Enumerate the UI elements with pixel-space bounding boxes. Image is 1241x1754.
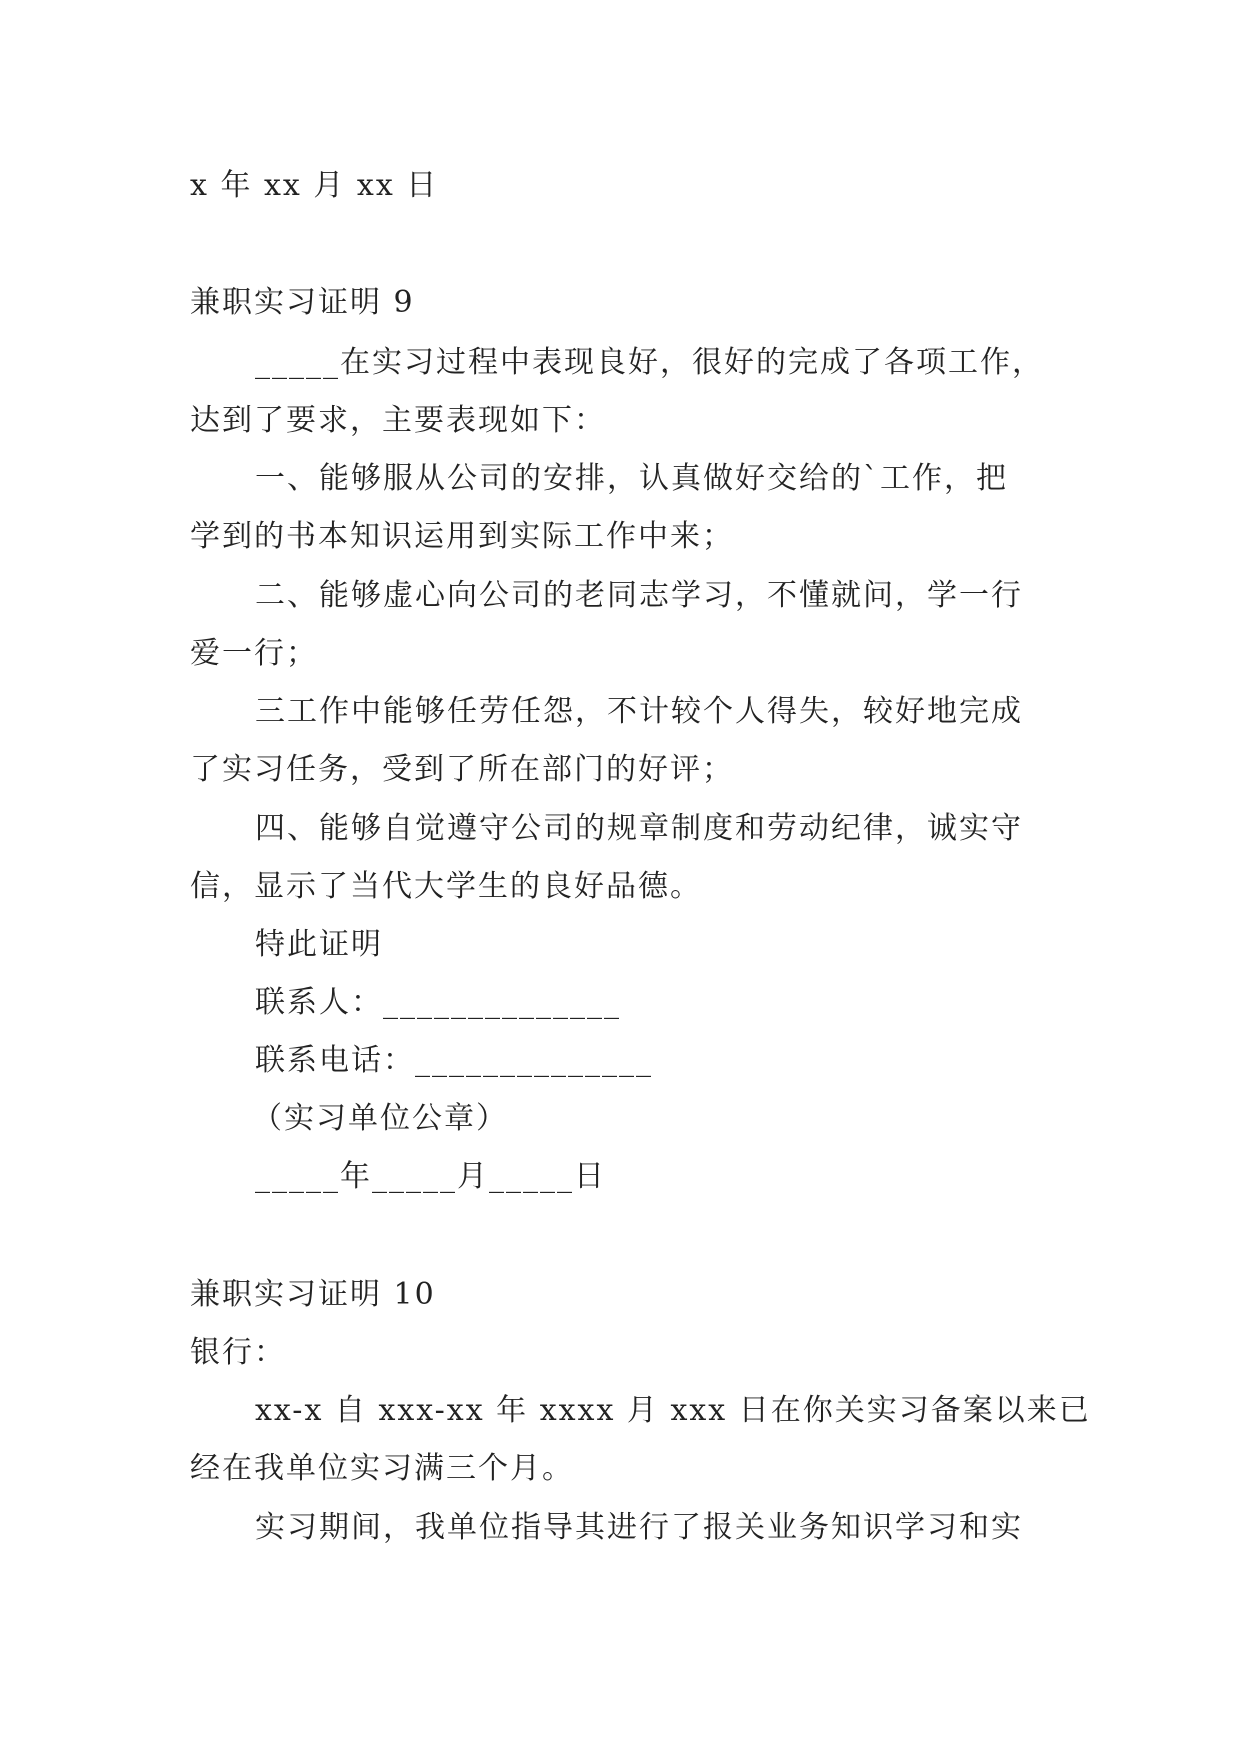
section-10-title: 兼职实习证明 10 <box>190 1277 436 1312</box>
section-9-paragraph-3-line-2: 爱一行； <box>190 636 318 671</box>
section-9-paragraph-4-line-1: 三工作中能够任劳任怨，不计较个人得失，较好地完成 <box>255 694 1023 729</box>
certification-statement: 特此证明 <box>255 927 383 962</box>
contact-phone-field: 联系电话：______________ <box>255 1043 653 1078</box>
contact-person-field: 联系人：______________ <box>255 985 621 1020</box>
section-9-paragraph-1-line-2: 达到了要求，主要表现如下： <box>190 403 606 438</box>
section-10-paragraph-2-line-1: 实习期间，我单位指导其进行了报关业务知识学习和实 <box>255 1510 1023 1545</box>
blank-date-field: _____年_____月_____日 <box>255 1159 606 1194</box>
section-9-paragraph-2-line-2: 学到的书本知识运用到实际工作中来； <box>190 519 734 554</box>
company-seal-note: （实习单位公章） <box>252 1101 508 1136</box>
section-9-paragraph-1-line-1: _____在实习过程中表现良好，很好的完成了各项工作， <box>255 345 1044 380</box>
section-9-paragraph-5-line-1: 四、能够自觉遵守公司的规章制度和劳动纪律，诚实守 <box>255 811 1023 846</box>
section-9-paragraph-2-line-1: 一、能够服从公司的安排，认真做好交给的`工作，把 <box>255 461 1008 496</box>
section-10-paragraph-1-line-1: xx-x 自 xxx-xx 年 xxxx 月 xxx 日在你关实习备案以来已 <box>255 1393 1091 1428</box>
top-date: x 年 xx 月 xx 日 <box>190 168 439 203</box>
bank-addressee: 银行： <box>190 1335 286 1370</box>
section-9-paragraph-4-line-2: 了实习任务，受到了所在部门的好评； <box>190 752 734 787</box>
section-10-paragraph-1-line-2: 经在我单位实习满三个月。 <box>190 1451 574 1486</box>
section-9-paragraph-3-line-1: 二、能够虚心向公司的老同志学习，不懂就问，学一行 <box>255 578 1023 613</box>
section-9-title: 兼职实习证明 9 <box>190 285 415 320</box>
section-9-paragraph-5-line-2: 信，显示了当代大学生的良好品德。 <box>190 869 702 904</box>
